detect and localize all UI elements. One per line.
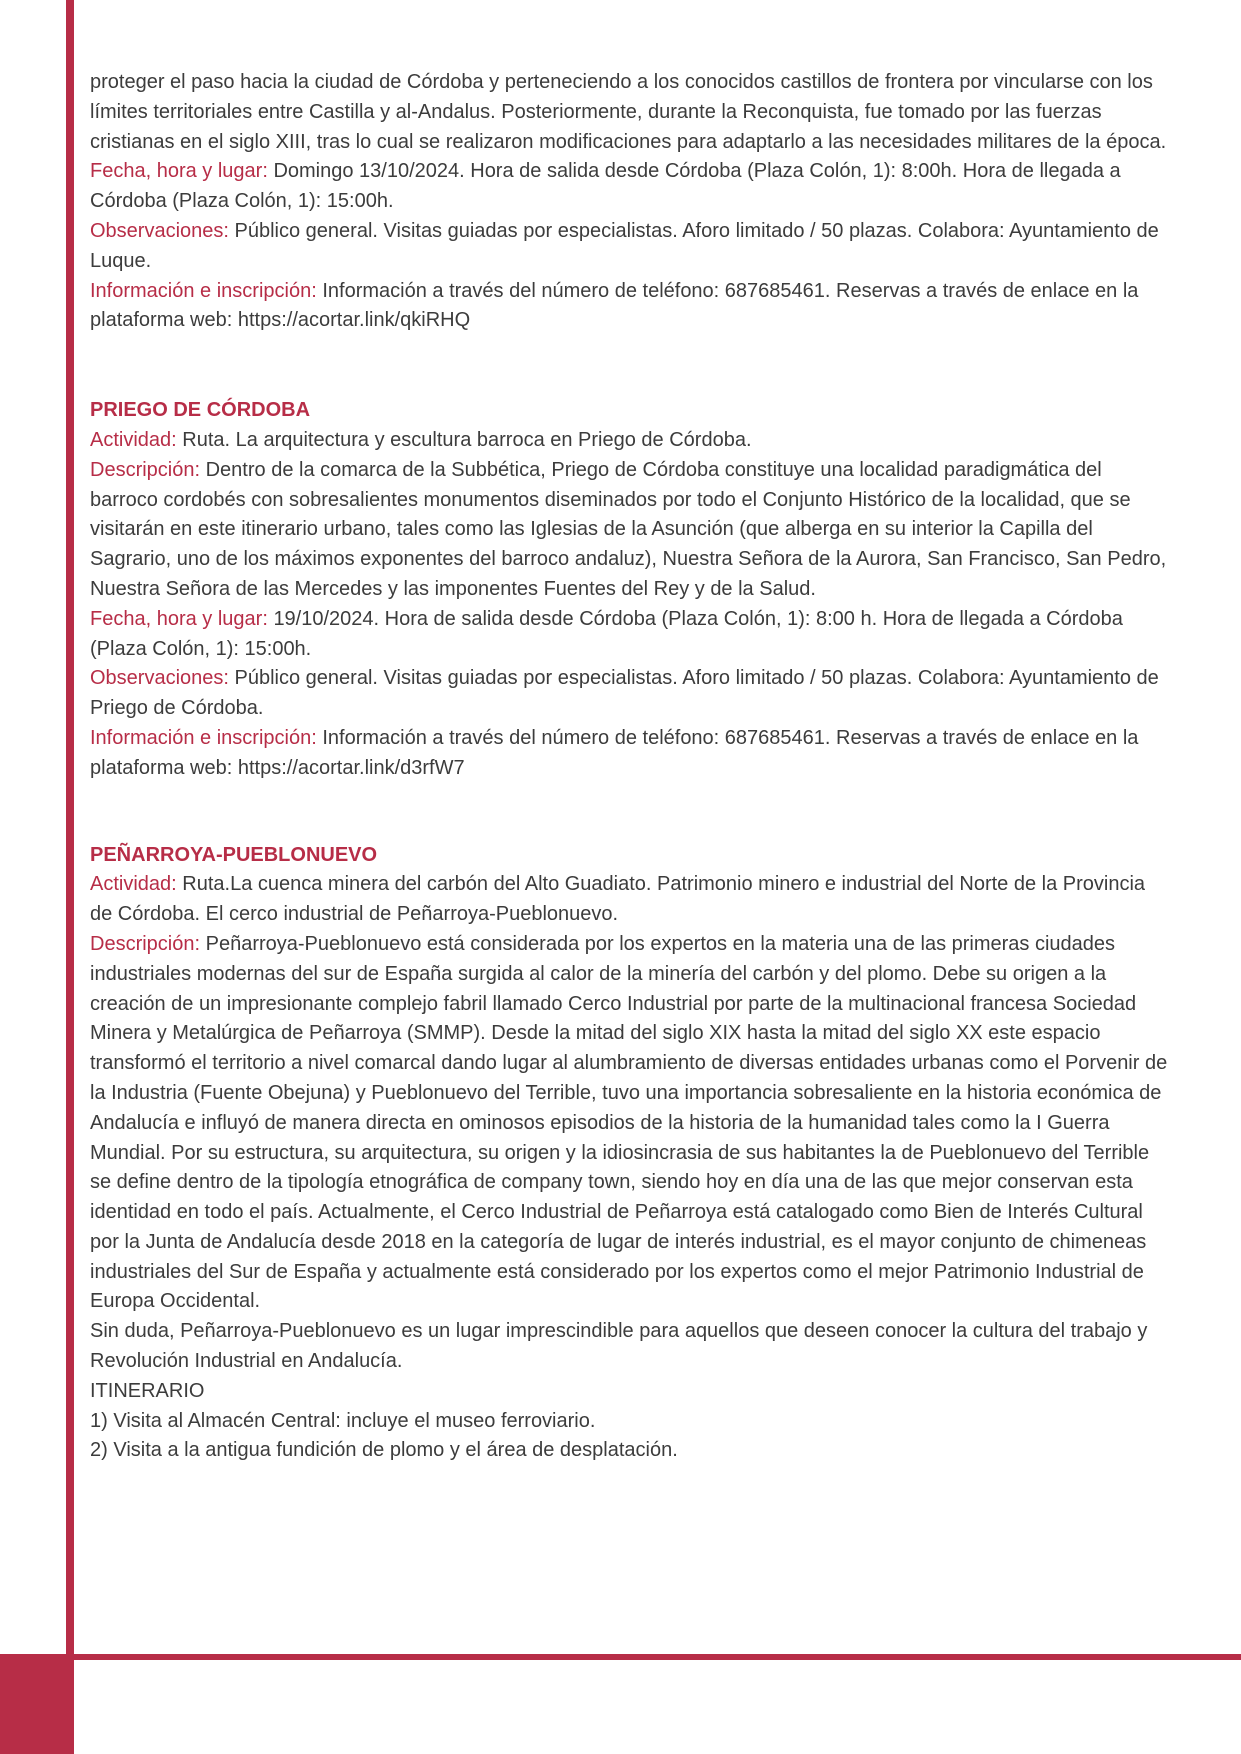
actividad-label: Actividad: [90,873,177,896]
informacion-value: Información a través del número de teléfono: 687685461. Reservas a través de enlace en la plataforma web: https://acortar.link/d3rfW7 [90,726,1139,779]
fecha-value: 19/10/2024. Hora de salida desde Córdoba (Plaza Colón, 1): 8:00 h. Hora de llegada a Córdoba (Plaza Colón, 1): 15:00h. [90,607,1123,660]
corner-accent-block [0,1654,74,1754]
actividad-value: Ruta.La cuenca minera del carbón del Alto Guadiato. Patrimonio minero e industrial del Norte de la Provincia de Córdoba. El cerco industrial de Peñarroya-Pueblonuevo. [90,873,1146,926]
informacion-line [90,277,1170,337]
closing-paragraph: Sin duda, Peñarroya-Pueblonuevo es un lugar imprescindible para aquellos que deseen conocer la cultura del trabajo y Revolución Industrial en Andalucía. [90,1320,1148,1373]
descripcion-label: Descripción: [90,932,201,955]
actividad-value: Ruta. La arquitectura y escultura barroca en Priego de Córdoba. [182,428,752,451]
informacion-label: Información e inscripción: [90,279,317,302]
observaciones-label: Observaciones: [90,219,229,242]
itinerario-title: ITINERARIO [90,1379,205,1402]
fecha-line [90,605,1170,665]
section-heading: PRIEGO DE CÓRDOBA [90,399,311,422]
bottom-accent-rule [66,1654,1241,1660]
section-spacer [90,784,1170,841]
informacion-value: Información a través del número de teléfono: 687685461. Reservas a través de enlace en la plataforma web: https://acortar.link/qkiRHQ [90,279,1139,332]
descripcion-line [90,456,1170,605]
page-content [90,68,1170,1466]
descripcion-line [90,930,1170,1317]
section-penarroya [90,841,1170,1467]
observaciones-value: Público general. Visitas guiadas por especialistas. Aforo limitado / 50 plazas. Colabora: Ayuntamiento de Luque. [90,219,1159,272]
descripcion-value: Peñarroya-Pueblonuevo está considerada por los expertos en la materia una de las primeras ciudades industriales modernas del sur de España surgida al calor de la minería del carbón y del plomo. Debe su origen a la creación de un impresionante complejo fabril llamado Cerco Industrial por parte de la multinacional francesa Sociedad Minera y Metalúrgica de Peñarroya (SMMP). Desde la mitad del siglo XIX hasta la mitad del siglo XX este espacio transformó el territorio a nivel comarcal dando lugar al alumbramiento de diversas entidades urbanas como el Porvenir de la Industria (Fuente Obejuna) y Pueblonuevo del Terrible, tuvo una importancia sobresaliente en la historia económica de Andalucía e influyó de manera directa en ominosos episodios de la historia de la humanidad tales como la I Guerra Mundial. Por su estructura, su arquitectura, su origen y la idiosincrasia de sus habitantes la de Pueblonuevo del Terrible se define dentro de la tipología etnográfica de company town, siendo hoy en día una de las que mejor conservan esta identidad en todo el país. Actualmente, el Cerco Industrial de Peñarroya está catalogado como Bien de Interés Cultural por la Junta de Andalucía desde 2018 en la categoría de lugar de interés industrial, es el mayor conjunto de chimeneas industriales del Sur de España y actualmente está considerado por los expertos como el mejor Patrimonio Industrial de Europa Occidental. [90,932,1168,1313]
observaciones-label: Observaciones: [90,667,229,690]
descripcion-label: Descripción: [90,458,201,481]
observaciones-line [90,217,1170,277]
actividad-line [90,426,1170,456]
informacion-line [90,724,1170,784]
intro-paragraph: proteger el paso hacia la ciudad de Córdoba y perteneciendo a los conocidos castillos de frontera por vincularse con los límites territoriales entre Castilla y al-Andalus. Posteriormente, durante la Reconquista, fue tomado por las fuerzas cristianas en el siglo XIII, tras lo cual se realizaron modificaciones para adaptarlo a las necesidades militares de la época. [90,71,1167,153]
actividad-label: Actividad: [90,428,177,451]
informacion-label: Información e inscripción: [90,726,317,749]
left-accent-rule [66,0,74,1754]
fecha-label: Fecha, hora y lugar: [90,160,268,183]
section-priego [90,396,1170,783]
fecha-value: Domingo 13/10/2024. Hora de salida desde Córdoba (Plaza Colón, 1): 8:00h. Hora de llegada a Córdoba (Plaza Colón, 1): 15:00h. [90,160,1121,213]
section-luque-continuation [90,68,1170,336]
observaciones-line [90,664,1170,724]
itinerario-item: 2) Visita a la antigua fundición de plomo y el área de desplatación. [90,1439,678,1462]
fecha-label: Fecha, hora y lugar: [90,607,268,630]
section-heading: PEÑARROYA-PUEBLONUEVO [90,843,378,866]
itinerario-item: 1) Visita al Almacén Central: incluye el museo ferroviario. [90,1409,596,1432]
section-spacer [90,336,1170,396]
actividad-line [90,870,1170,930]
descripcion-value: Dentro de la comarca de la Subbética, Priego de Córdoba constituye una localidad paradigmática del barroco cordobés con sobresalientes monumentos diseminados por todo el Conjunto Histórico de la localidad, que se visitarán en este itinerario urbano, tales como las Iglesias de la Asunción (que alberga en su interior la Capilla del Sagrario, uno de los máximos exponentes del barroco andaluz), Nuestra Señora de la Aurora, San Francisco, San Pedro, Nuestra Señora de las Mercedes y las imponentes Fuentes del Rey y de la Salud. [90,458,1167,600]
observaciones-value: Público general. Visitas guiadas por especialistas. Aforo limitado / 50 plazas. Colabora: Ayuntamiento de Priego de Córdoba. [90,667,1159,720]
fecha-line [90,157,1170,217]
